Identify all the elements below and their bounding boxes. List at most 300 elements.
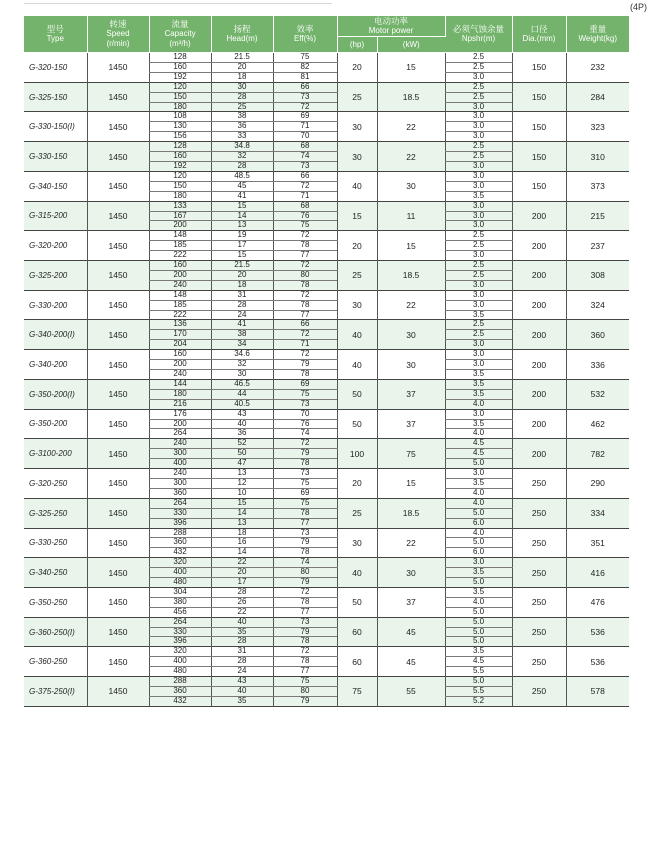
npshr-cell: 3.0 xyxy=(445,280,512,290)
weight-cell: 476 xyxy=(566,587,629,617)
npshr-cell: 5.0 xyxy=(445,538,512,548)
npshr-cell: 3.0 xyxy=(445,558,512,568)
model-cell: G-360-250(I) xyxy=(24,617,87,647)
head-cell: 21.5 xyxy=(211,261,273,271)
npshr-cell: 3.5 xyxy=(445,568,512,578)
motor-hp-cell: 50 xyxy=(337,587,377,617)
header-head: 扬程 Head(m) xyxy=(211,16,273,53)
efficiency-cell: 75 xyxy=(273,221,337,231)
efficiency-cell: 72 xyxy=(273,439,337,449)
table-header xyxy=(24,16,629,53)
head-cell: 30 xyxy=(211,370,273,380)
diameter-cell: 250 xyxy=(512,498,566,528)
motor-hp-cell: 60 xyxy=(337,647,377,677)
efficiency-cell: 72 xyxy=(273,231,337,241)
efficiency-cell: 78 xyxy=(273,637,337,647)
model-group xyxy=(24,290,629,320)
efficiency-cell: 78 xyxy=(273,370,337,380)
efficiency-cell: 78 xyxy=(273,241,337,251)
model-group xyxy=(24,171,629,201)
efficiency-cell: 72 xyxy=(273,102,337,112)
diameter-cell: 200 xyxy=(512,439,566,469)
npshr-cell: 3.0 xyxy=(445,161,512,171)
speed-cell: 1450 xyxy=(87,350,149,380)
head-cell: 38 xyxy=(211,330,273,340)
speed-cell: 1450 xyxy=(87,558,149,588)
efficiency-cell: 79 xyxy=(273,578,337,588)
table-row xyxy=(24,350,629,360)
table-row xyxy=(24,142,629,152)
table-row xyxy=(24,53,629,63)
model-cell: G-320-200 xyxy=(29,241,68,251)
motor-hp-cell: 75 xyxy=(337,677,377,707)
capacity-cell: 150 xyxy=(149,181,211,191)
head-cell: 15 xyxy=(211,201,273,211)
efficiency-cell: 66 xyxy=(273,82,337,92)
capacity-cell: 160 xyxy=(149,152,211,162)
header-speed: 转速 Speed (r/min) xyxy=(87,16,149,53)
head-cell: 31 xyxy=(211,290,273,300)
diameter-cell: 250 xyxy=(512,647,566,677)
npshr-cell: 3.0 xyxy=(445,122,512,132)
model-cell: G-330-150 xyxy=(24,142,87,172)
capacity-cell: 108 xyxy=(149,112,211,122)
capacity-cell: 222 xyxy=(149,310,211,320)
motor-hp-cell: 40 xyxy=(337,350,377,380)
speed-cell: 1450 xyxy=(87,528,149,558)
speed-cell: 1450 xyxy=(87,320,149,350)
capacity-cell: 396 xyxy=(149,518,211,528)
table-row xyxy=(24,469,629,479)
model-cell: G-330-150(I) xyxy=(29,122,75,132)
head-cell: 25 xyxy=(211,102,273,112)
weight-cell: 536 xyxy=(566,647,629,677)
capacity-cell: 432 xyxy=(149,696,211,706)
capacity-cell: 144 xyxy=(149,379,211,389)
capacity-cell: 320 xyxy=(149,558,211,568)
model-cell: G-330-200 xyxy=(29,300,68,310)
head-cell: 10 xyxy=(211,488,273,498)
efficiency-cell: 75 xyxy=(273,53,337,63)
head-cell: 20 xyxy=(211,270,273,280)
efficiency-cell: 71 xyxy=(273,122,337,132)
weight-cell: 215 xyxy=(566,201,629,231)
motor-kw-cell: 22 xyxy=(377,112,445,142)
npshr-cell: 4.0 xyxy=(445,528,512,538)
capacity-cell: 160 xyxy=(149,261,211,271)
diameter-cell: 250 xyxy=(512,587,566,617)
model-cell: G-315-200 xyxy=(24,201,87,231)
motor-kw-cell: 15 xyxy=(377,469,445,499)
efficiency-cell: 78 xyxy=(273,280,337,290)
head-cell: 17 xyxy=(211,241,273,251)
npshr-cell: 3.5 xyxy=(445,370,512,380)
table-row xyxy=(24,261,629,271)
efficiency-cell: 81 xyxy=(273,72,337,82)
motor-kw-cell: 37 xyxy=(377,379,445,409)
efficiency-cell: 72 xyxy=(273,647,337,657)
capacity-cell: 264 xyxy=(149,429,211,439)
npshr-cell: 3.0 xyxy=(445,340,512,350)
head-cell: 44 xyxy=(211,389,273,399)
weight-cell: 351 xyxy=(566,528,629,558)
motor-hp-cell: 40 xyxy=(337,320,377,350)
efficiency-cell: 78 xyxy=(273,508,337,518)
table-row xyxy=(24,231,629,241)
capacity-cell: 240 xyxy=(149,280,211,290)
diameter-cell: 150 xyxy=(512,53,566,83)
capacity-cell: 300 xyxy=(149,478,211,488)
motor-hp-cell: 30 xyxy=(337,528,377,558)
capacity-cell: 200 xyxy=(149,221,211,231)
capacity-cell: 167 xyxy=(149,211,211,221)
head-cell: 22 xyxy=(211,558,273,568)
head-cell: 35 xyxy=(211,696,273,706)
head-cell: 30 xyxy=(211,82,273,92)
diameter-cell: 250 xyxy=(512,558,566,588)
weight-cell: 334 xyxy=(566,498,629,528)
npshr-cell: 4.5 xyxy=(445,657,512,667)
header-motor-hp: (hp) xyxy=(337,37,377,53)
diameter-cell: 250 xyxy=(512,528,566,558)
efficiency-cell: 69 xyxy=(273,379,337,389)
speed-cell: 1450 xyxy=(87,201,149,231)
speed-cell: 1450 xyxy=(87,409,149,439)
efficiency-cell: 79 xyxy=(273,696,337,706)
npshr-cell: 3.0 xyxy=(445,290,512,300)
efficiency-cell: 72 xyxy=(273,290,337,300)
capacity-cell: 380 xyxy=(149,597,211,607)
npshr-cell: 5.5 xyxy=(445,687,512,697)
head-cell: 12 xyxy=(211,478,273,488)
speed-cell: 1450 xyxy=(87,82,149,112)
npshr-cell: 3.0 xyxy=(445,360,512,370)
speed-cell: 1450 xyxy=(87,142,149,172)
speed-cell: 1450 xyxy=(87,647,149,677)
capacity-cell: 176 xyxy=(149,409,211,419)
capacity-cell: 360 xyxy=(149,538,211,548)
efficiency-cell: 73 xyxy=(273,399,337,409)
head-cell: 46.5 xyxy=(211,379,273,389)
model-cell: G-325-200 xyxy=(24,261,87,291)
efficiency-cell: 79 xyxy=(273,627,337,637)
motor-hp-cell: 100 xyxy=(337,439,377,469)
model-group xyxy=(24,261,629,291)
motor-hp-cell: 25 xyxy=(337,261,377,291)
table-row xyxy=(24,171,629,181)
npshr-cell: 3.0 xyxy=(445,211,512,221)
head-cell: 17 xyxy=(211,578,273,588)
head-cell: 24 xyxy=(211,310,273,320)
weight-cell: 290 xyxy=(566,469,629,499)
efficiency-cell: 72 xyxy=(273,587,337,597)
motor-kw-cell: 75 xyxy=(377,439,445,469)
motor-hp-cell: 25 xyxy=(337,498,377,528)
capacity-cell: 400 xyxy=(149,459,211,469)
weight-cell: 532 xyxy=(566,379,629,409)
head-cell: 14 xyxy=(211,548,273,558)
npshr-cell: 4.0 xyxy=(445,498,512,508)
speed-cell: 1450 xyxy=(87,617,149,647)
diameter-cell: 200 xyxy=(512,290,566,320)
head-cell: 36 xyxy=(211,429,273,439)
head-cell: 28 xyxy=(211,92,273,102)
npshr-cell: 5.0 xyxy=(445,459,512,469)
weight-cell: 462 xyxy=(566,409,629,439)
head-cell: 48.5 xyxy=(211,171,273,181)
npshr-cell: 4.5 xyxy=(445,449,512,459)
capacity-cell: 133 xyxy=(149,201,211,211)
head-cell: 18 xyxy=(211,280,273,290)
head-cell: 13 xyxy=(211,469,273,479)
model-group xyxy=(24,53,629,83)
head-cell: 40 xyxy=(211,617,273,627)
capacity-cell: 360 xyxy=(149,687,211,697)
efficiency-cell: 74 xyxy=(273,558,337,568)
efficiency-cell: 66 xyxy=(273,171,337,181)
speed-cell: 1450 xyxy=(87,498,149,528)
npshr-cell: 3.5 xyxy=(445,419,512,429)
head-cell: 52 xyxy=(211,439,273,449)
model-cell: G-340-250 xyxy=(24,558,87,588)
motor-hp-cell: 25 xyxy=(337,82,377,112)
table-row xyxy=(24,617,629,627)
speed-cell: 1450 xyxy=(87,677,149,707)
efficiency-cell: 79 xyxy=(273,360,337,370)
capacity-cell: 264 xyxy=(149,617,211,627)
model-group xyxy=(24,231,629,261)
motor-kw-cell: 18.5 xyxy=(377,261,445,291)
pump-spec-table xyxy=(24,16,629,707)
head-cell: 22 xyxy=(211,607,273,617)
efficiency-cell: 73 xyxy=(273,528,337,538)
capacity-cell: 288 xyxy=(149,528,211,538)
head-cell: 32 xyxy=(211,152,273,162)
head-cell: 13 xyxy=(211,518,273,528)
diameter-cell: 150 xyxy=(512,112,566,142)
efficiency-cell: 73 xyxy=(273,617,337,627)
capacity-cell: 480 xyxy=(149,667,211,677)
capacity-cell: 222 xyxy=(149,251,211,261)
speed-cell: 1450 xyxy=(87,379,149,409)
npshr-cell: 4.0 xyxy=(445,488,512,498)
motor-hp-cell: 30 xyxy=(337,290,377,320)
diameter-cell: 250 xyxy=(512,469,566,499)
model-cell: G-3100-200 xyxy=(24,439,87,469)
efficiency-cell: 72 xyxy=(273,350,337,360)
npshr-cell: 3.5 xyxy=(445,379,512,389)
npshr-cell: 3.5 xyxy=(445,647,512,657)
header-motor-power: 电动功率 Motor power xyxy=(337,16,445,37)
capacity-cell: 320 xyxy=(149,647,211,657)
model-cell: G-320-250 xyxy=(29,478,68,488)
head-cell: 28 xyxy=(211,161,273,171)
efficiency-cell: 77 xyxy=(273,667,337,677)
model-cell: G-325-250 xyxy=(24,498,87,528)
model-group xyxy=(24,112,629,142)
motor-kw-cell: 55 xyxy=(377,677,445,707)
model-group xyxy=(24,498,629,528)
head-cell: 21.5 xyxy=(211,53,273,63)
npshr-cell: 5.0 xyxy=(445,677,512,687)
model-cell: G-375-250(I) xyxy=(24,677,87,707)
efficiency-cell: 71 xyxy=(273,191,337,201)
head-cell: 41 xyxy=(211,191,273,201)
efficiency-cell: 79 xyxy=(273,538,337,548)
head-cell: 43 xyxy=(211,409,273,419)
npshr-cell: 3.5 xyxy=(445,389,512,399)
npshr-cell: 5.0 xyxy=(445,607,512,617)
efficiency-cell: 76 xyxy=(273,419,337,429)
capacity-cell: 330 xyxy=(149,508,211,518)
table-row xyxy=(24,558,629,568)
model-group xyxy=(24,142,629,172)
model-group xyxy=(24,677,629,707)
table-row xyxy=(24,379,629,389)
diameter-cell: 150 xyxy=(512,142,566,172)
speed-cell: 1450 xyxy=(87,587,149,617)
capacity-cell: 150 xyxy=(149,92,211,102)
npshr-cell: 6.0 xyxy=(445,518,512,528)
table-row xyxy=(24,677,629,687)
capacity-cell: 200 xyxy=(149,360,211,370)
diameter-cell: 150 xyxy=(512,171,566,201)
capacity-cell: 130 xyxy=(149,122,211,132)
npshr-cell: 3.0 xyxy=(445,72,512,82)
weight-cell: 536 xyxy=(566,617,629,647)
capacity-cell: 185 xyxy=(149,300,211,310)
npshr-cell: 5.2 xyxy=(445,696,512,706)
capacity-cell: 200 xyxy=(149,419,211,429)
model-cell: G-340-150 xyxy=(29,181,68,191)
weight-cell: 232 xyxy=(566,53,629,83)
npshr-cell: 3.0 xyxy=(445,102,512,112)
model-cell: G-350-200(I) xyxy=(24,379,87,409)
head-cell: 28 xyxy=(211,300,273,310)
npshr-cell: 3.0 xyxy=(445,251,512,261)
efficiency-cell: 77 xyxy=(273,518,337,528)
motor-hp-cell: 20 xyxy=(337,469,377,499)
npshr-cell: 2.5 xyxy=(445,241,512,251)
efficiency-cell: 69 xyxy=(273,488,337,498)
npshr-cell: 5.0 xyxy=(445,578,512,588)
head-cell: 50 xyxy=(211,449,273,459)
efficiency-cell: 74 xyxy=(273,429,337,439)
npshr-cell: 2.5 xyxy=(445,152,512,162)
header-capacity: 流量 Capacity (m³/h) xyxy=(149,16,211,53)
motor-kw-cell: 45 xyxy=(377,617,445,647)
motor-hp-cell: 50 xyxy=(337,409,377,439)
npshr-cell: 3.0 xyxy=(445,181,512,191)
npshr-cell: 2.5 xyxy=(445,330,512,340)
efficiency-cell: 75 xyxy=(273,389,337,399)
header-efficiency: 效率 Eff(%) xyxy=(273,16,337,53)
model-group xyxy=(24,617,629,647)
npshr-cell: 6.0 xyxy=(445,548,512,558)
npshr-cell: 4.5 xyxy=(445,439,512,449)
motor-hp-cell: 60 xyxy=(337,617,377,647)
head-cell: 36 xyxy=(211,122,273,132)
npshr-cell: 2.5 xyxy=(445,270,512,280)
table-row xyxy=(24,112,629,122)
npshr-cell: 3.0 xyxy=(445,409,512,419)
motor-kw-cell: 30 xyxy=(377,350,445,380)
model-group xyxy=(24,587,629,617)
npshr-cell: 5.5 xyxy=(445,667,512,677)
weight-cell: 416 xyxy=(566,558,629,588)
capacity-cell: 204 xyxy=(149,340,211,350)
top-divider xyxy=(24,3,332,4)
head-cell: 15 xyxy=(211,251,273,261)
efficiency-cell: 75 xyxy=(273,677,337,687)
efficiency-cell: 74 xyxy=(273,152,337,162)
npshr-cell: 2.5 xyxy=(445,261,512,271)
capacity-cell: 330 xyxy=(149,627,211,637)
head-cell: 34.8 xyxy=(211,142,273,152)
head-cell: 45 xyxy=(211,181,273,191)
speed-cell: 1450 xyxy=(87,439,149,469)
efficiency-cell: 66 xyxy=(273,320,337,330)
header-npshr: 必须气蚀余量 Npshr(m) xyxy=(445,16,512,53)
motor-hp-cell: 30 xyxy=(337,112,377,142)
table-row xyxy=(24,528,629,538)
capacity-cell: 304 xyxy=(149,587,211,597)
model-group xyxy=(24,409,629,439)
motor-hp-cell: 15 xyxy=(337,201,377,231)
weight-cell: 310 xyxy=(566,142,629,172)
model-group xyxy=(24,82,629,112)
efficiency-cell: 79 xyxy=(273,449,337,459)
weight-cell: 336 xyxy=(566,350,629,380)
efficiency-cell: 78 xyxy=(273,597,337,607)
head-cell: 26 xyxy=(211,597,273,607)
efficiency-cell: 78 xyxy=(273,548,337,558)
npshr-cell: 3.0 xyxy=(445,132,512,142)
npshr-cell: 2.5 xyxy=(445,231,512,241)
diameter-cell: 200 xyxy=(512,409,566,439)
motor-hp-cell: 20 xyxy=(337,53,377,83)
efficiency-cell: 70 xyxy=(273,132,337,142)
table-row xyxy=(24,439,629,449)
capacity-cell: 160 xyxy=(149,62,211,72)
npshr-cell: 3.5 xyxy=(445,310,512,320)
efficiency-cell: 72 xyxy=(273,261,337,271)
motor-kw-cell: 30 xyxy=(377,171,445,201)
head-cell: 24 xyxy=(211,667,273,677)
diameter-cell: 200 xyxy=(512,231,566,261)
table-row xyxy=(24,409,629,419)
capacity-cell: 400 xyxy=(149,657,211,667)
head-cell: 34 xyxy=(211,340,273,350)
capacity-cell: 200 xyxy=(149,270,211,280)
npshr-cell: 3.5 xyxy=(445,191,512,201)
header-model: 型号 Type xyxy=(24,16,87,53)
table-row xyxy=(24,201,629,211)
npshr-cell: 5.0 xyxy=(445,627,512,637)
diameter-cell: 200 xyxy=(512,379,566,409)
motor-kw-cell: 37 xyxy=(377,587,445,617)
diameter-cell: 200 xyxy=(512,261,566,291)
efficiency-cell: 73 xyxy=(273,92,337,102)
capacity-cell: 300 xyxy=(149,449,211,459)
efficiency-cell: 80 xyxy=(273,687,337,697)
speed-cell: 1450 xyxy=(87,261,149,291)
head-cell: 28 xyxy=(211,587,273,597)
head-cell: 28 xyxy=(211,657,273,667)
motor-kw-cell: 22 xyxy=(377,528,445,558)
weight-cell: 284 xyxy=(566,82,629,112)
model-cell: G-340-200 xyxy=(29,360,68,370)
